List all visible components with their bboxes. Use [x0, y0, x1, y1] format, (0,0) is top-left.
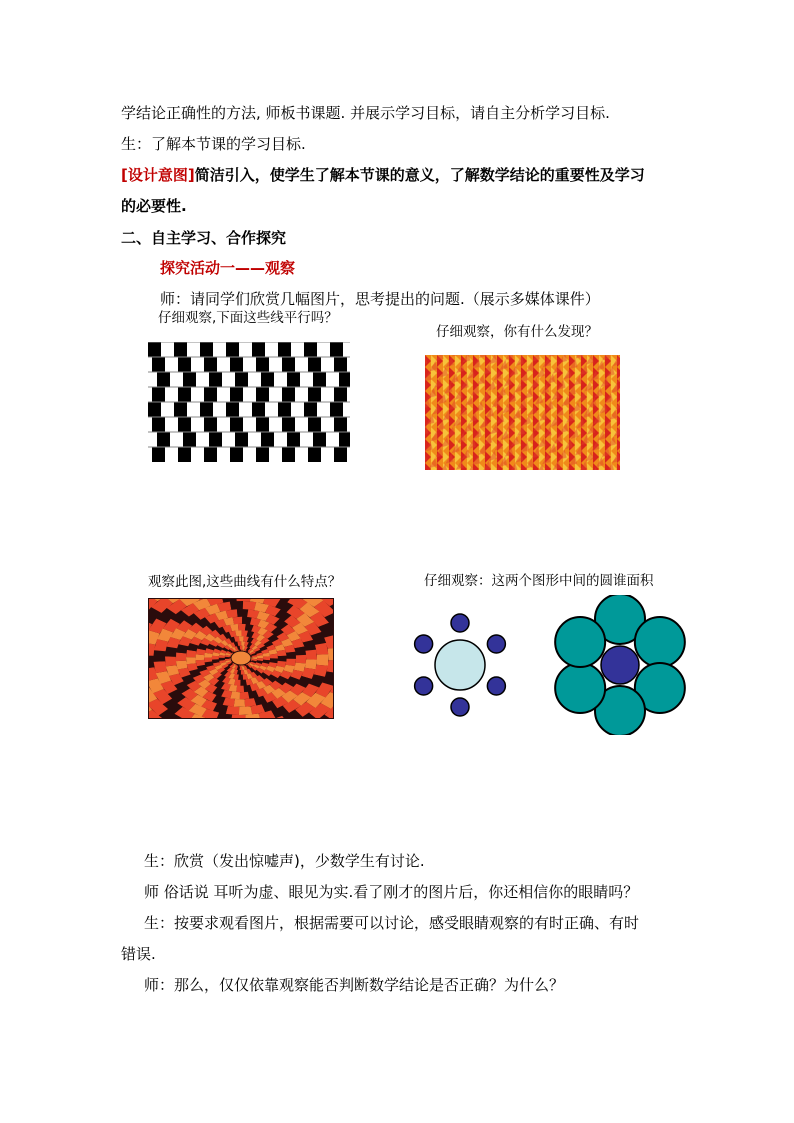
right-center-circle: [601, 646, 639, 684]
large-outer-circle: [555, 617, 605, 667]
dialogue-student-2: 生：按要求观看图片，根据需要可以讨论，感受眼睛观察的有时正确、有时: [144, 914, 640, 932]
cafe-wall-illusion-image: [148, 342, 350, 462]
design-intent-text: 简洁引入，使学生了解本节课的意义，了解数学结论的重要性及学习: [194, 166, 645, 184]
figure-3-caption: 观察此图,这些曲线有什么特点？: [148, 574, 342, 590]
figure-1-caption: 仔细观察,下面这些线平行吗？: [158, 310, 338, 326]
small-outer-circle: [487, 677, 505, 695]
design-intent-line-2: 的必要性.: [121, 197, 187, 215]
large-outer-circle: [555, 663, 605, 713]
dialogue-teacher-2: 师：那么，仅仅依靠观察能否判断数学结论是否正确？为什么？: [144, 976, 565, 994]
design-intent-tag: [设计意图]: [121, 166, 195, 184]
large-circles-group: [555, 595, 685, 735]
activity-title: 探究活动一——观察: [160, 259, 296, 277]
large-outer-circle: [635, 617, 685, 667]
figure-4-caption: 仔细观察：这两个图形中间的圆谁面积: [424, 573, 654, 589]
dialogue-student-2-cont: 错误.: [121, 945, 156, 963]
zigzag-pattern-image: [425, 355, 620, 470]
small-outer-circle: [415, 677, 433, 695]
small-outer-circle: [487, 635, 505, 653]
ebbinghaus-illusion-image: [402, 595, 700, 735]
figure-2-caption: 仔细观察，你有什么发现？: [436, 324, 598, 340]
small-outer-circle: [451, 698, 469, 716]
paragraph-student-goal: 生：了解本节课的学习目标.: [121, 135, 306, 153]
dialogue-student-1: 生：欣赏（发出惊嘘声)，少数学生有讨论.: [144, 852, 425, 870]
small-outer-circle: [415, 635, 433, 653]
small-circles-group: [415, 614, 506, 716]
section-heading: 二、自主学习、合作探究: [121, 229, 287, 247]
paragraph-intro: 学结论正确性的方法, 师板书课题. 并展示学习目标，请自主分析学习目标.: [121, 104, 610, 122]
dialogue-teacher-1: 师 俗话说 耳听为虚、眼见为实.看了刚才的图片后，你还相信你的眼睛吗？: [144, 883, 639, 901]
left-center-circle: [435, 640, 485, 690]
teacher-intro: 师：请同学们欣赏几幅图片，思考提出的问题.（展示多媒体课件）: [160, 290, 600, 308]
small-outer-circle: [451, 614, 469, 632]
radial-illusion-image: [148, 598, 334, 719]
design-intent-line-1: [121, 165, 645, 185]
